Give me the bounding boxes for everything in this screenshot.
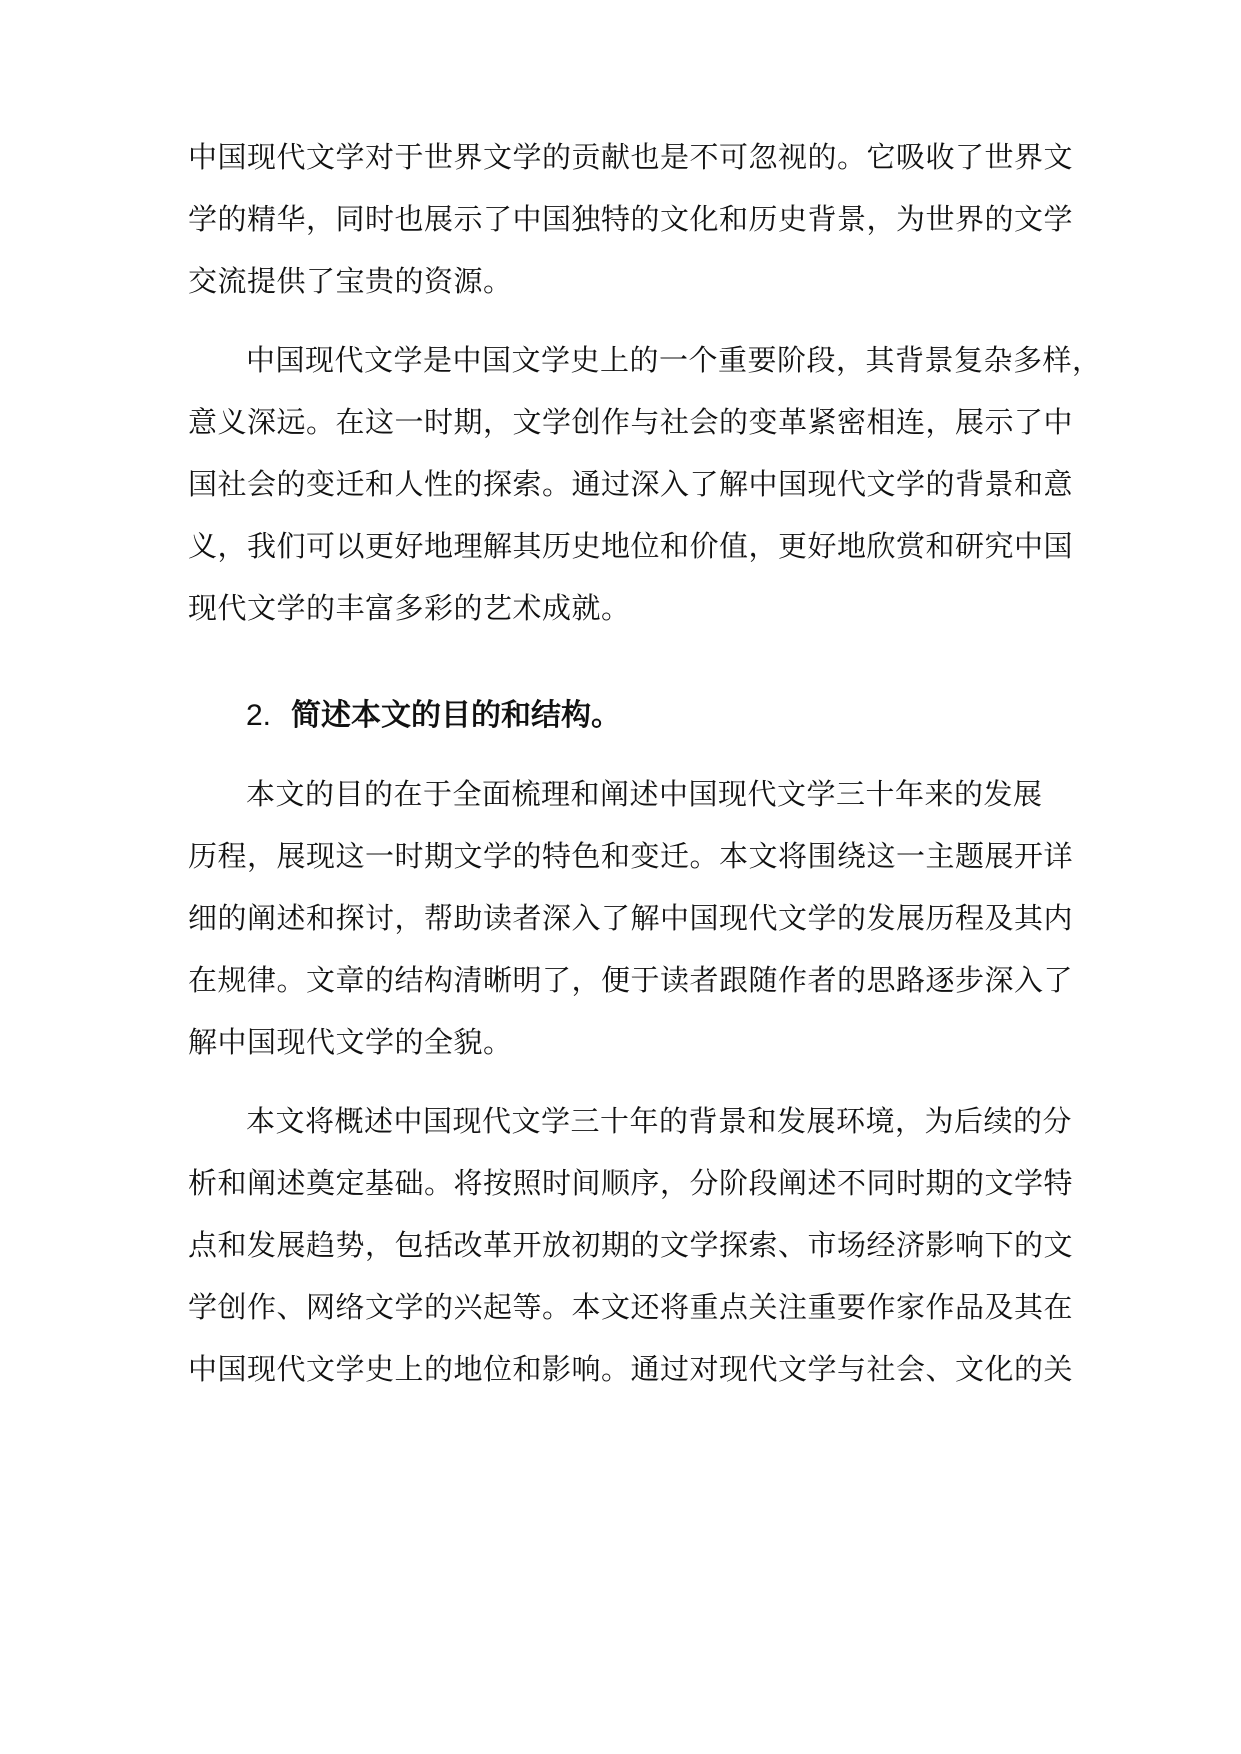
section-number: 2. [246,699,272,732]
paragraph-3-line-3: 细的阐述和探讨，帮助读者深入了解中国现代文学的发展历程及其内 [188,901,1074,935]
paragraph-4-line-1: 本文将概述中国现代文学三十年的背景和发展环境，为后续的分 [246,1104,1073,1138]
paragraph-4-line-5: 中国现代文学史上的地位和影响。通过对现代文学与社会、文化的关 [188,1352,1074,1386]
paragraph-3-line-5: 解中国现代文学的全貌。 [188,1025,513,1059]
paragraph-3-line-4: 在规律。文章的结构清晰明了，便于读者跟随作者的思路逐步深入了 [188,963,1074,997]
paragraph-2-line-2: 意义深远。在这一时期，文学创作与社会的变革紧密相连，展示了中 [188,405,1074,439]
paragraph-4-line-3: 点和发展趋势，包括改革开放初期的文学探索、市场经济影响下的文 [188,1228,1074,1262]
section-heading [246,696,621,736]
paragraph-3-line-2: 历程，展现这一时期文学的特色和变迁。本文将围绕这一主题展开详 [188,839,1074,873]
paragraph-1-line-1: 中国现代文学对于世界文学的贡献也是不可忽视的。它吸收了世界文 [188,140,1074,174]
paragraph-2-line-1: 中国现代文学是中国文学史上的一个重要阶段，其背景复杂多样， [246,343,1102,377]
paragraph-1-line-2: 学的精华，同时也展示了中国独特的文化和历史背景，为世界的文学 [188,202,1074,236]
paragraph-2-line-3: 国社会的变迁和人性的探索。通过深入了解中国现代文学的背景和意 [188,467,1074,501]
paragraph-4-line-4: 学创作、网络文学的兴起等。本文还将重点关注重要作家作品及其在 [188,1290,1074,1324]
paragraph-2-line-5: 现代文学的丰富多彩的艺术成就。 [188,591,631,625]
paragraph-2-line-4: 义，我们可以更好地理解其历史地位和价值，更好地欣赏和研究中国 [188,529,1074,563]
paragraph-4-line-2: 析和阐述奠定基础。将按照时间顺序，分阶段阐述不同时期的文学特 [188,1166,1074,1200]
paragraph-3-line-1: 本文的目的在于全面梳理和阐述中国现代文学三十年来的发展 [246,777,1043,811]
section-title: 简述本文的目的和结构。 [291,698,622,733]
paragraph-1-line-3: 交流提供了宝贵的资源。 [188,264,513,298]
